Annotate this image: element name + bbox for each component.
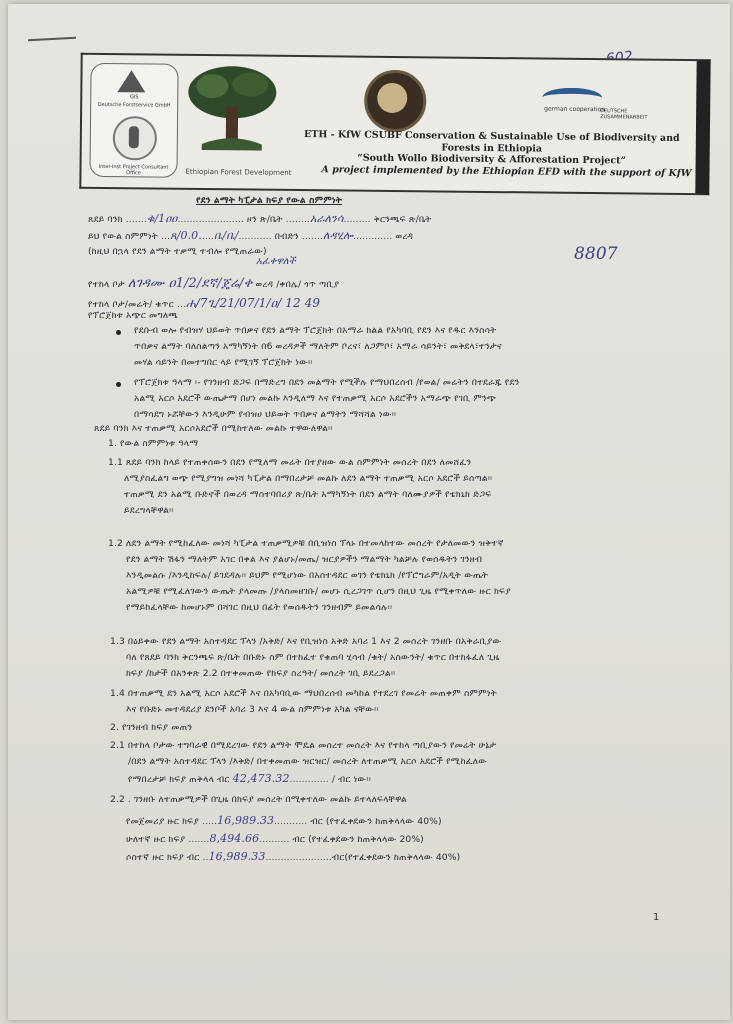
payment1-row: የመጀመሪያ ዙር ክፍያ .....16,989.33........... ብር (የተፈቀደውን ከጠቅላላው 40%) xyxy=(126,814,442,827)
dfs-logo xyxy=(89,63,178,178)
section2-heading: 2. የገንዘብ ክፍያ መጠን xyxy=(110,722,193,733)
total-end: / ብር ነው፡፡ xyxy=(331,774,371,785)
payment1-end: ብር (የተፈቀደውን ከጠቅላላው 40%) xyxy=(310,816,442,827)
payment3-end: ብር(የተፈቀደውን ከጠቅላላው 40%) xyxy=(331,852,461,863)
para14-line2: እና የቡድኑ መተዳደሪያ ደንቦች አባሪ 3 እና 4 ውል ስምምነቱ አካል ናቸው፡፡ xyxy=(126,704,379,715)
para14-line1: 1.4 በተጠቃሚ ደን አልሚ አርሶ አደሮች እና በአካባቢው ማህበረሰብ መካከል የተደረገ የመሬት መጠቀም ስምምነት xyxy=(110,688,497,699)
total-value: 42,473.32 xyxy=(232,772,290,785)
payment3-row: ሶስተኛ ዙር ክፍያ ብር ..16,989.33......................ብር(የተፈቀደውን ከጠቅላላው 40%) xyxy=(126,850,461,863)
para12-line5: የማይከፈላቸው ከመሆኑም በሻገር በዚህ በፊት የወሰዱትን ገንዘብም ይመልሳሉ፡፡ xyxy=(126,602,393,613)
para21-line1: 2.1 በተከላ ቦታው ተግባራዊ በሚደረገው የደን ልማት ሞዴል መሰረተ መሰረት እና የተከላ ጣቢያውን የመሬት ሁኔታ xyxy=(110,740,497,751)
tree-seal-icon xyxy=(113,116,157,160)
agreement-value1: ጸ/0.0. xyxy=(170,229,202,242)
payment3-value: 16,989.33 xyxy=(208,850,266,863)
field-plot-row: የተከላ ቦታ/መሬት/ ቁጥር ...ሐ/7ጊ/21/07/1/ዐ/ 12 49 xyxy=(88,296,321,310)
dfs-logo-text1: GIS xyxy=(129,94,139,101)
bullet2-line3: በማሳደግ ኑሯቸውን እንዲሁም የብዝሀ ህይወት ጥበቃና ልማትን ማሻሻል ነው፡፡ xyxy=(134,409,397,420)
document-page xyxy=(8,4,730,1020)
efd-caption: Ethiopian Forest Development xyxy=(185,167,292,177)
para12-line1: 1.2 ለደን ልማት የሚከፈለው መነሻ ካፒታል ተጠቃሚዎቹ በቢዝነስ ፕላኑ በተመላከተው መሰረት የታለመውን ዝቅተኛ xyxy=(108,538,504,549)
title-line-4: A project implemented by the Ethiopian EFD with the support of KfW xyxy=(321,163,692,179)
field-agreement-row: ይህ የውል ስምምነት ...ጸ/0.0.....ቤ/ቤ/........... በብድን .......ለዳሂሎ............. ወረዳ xyxy=(88,229,414,242)
project-summary-label: የፕሮጀክቱ አጭር መግለጫ xyxy=(88,310,178,321)
bullet2-line2: አልሚ አርሶ አደሮች ውጤታማ በሆነ መልኩ እንዲለማ እና የተጠቃሚ አርሶ አደሮችን አማራጭ የገቢ ምንጭ xyxy=(134,393,497,404)
zone-label: ዞን ጽ/ቤት xyxy=(246,214,283,225)
branch-label: ቅርንጫፍ ጽ/ቤት xyxy=(373,214,432,225)
payment1-label: የመጀመሪያ ዙር ክፍያ xyxy=(126,816,200,827)
payment3-label: ሶስተኛ ዙር ክፍያ ብር xyxy=(126,852,200,863)
total-label: የማበረታቻ ክፍያ ጠቅላላ ብር xyxy=(128,774,230,785)
efd-tree-logo xyxy=(182,62,283,155)
bank-value: ቁ/1ዐዐ xyxy=(146,212,178,225)
bullet-icon xyxy=(116,382,121,387)
payment2-value: 8,494.66 xyxy=(209,832,260,845)
payment2-label: ሁለተኛ ዙር ክፍያ xyxy=(126,834,186,845)
group-label: በብድን xyxy=(274,231,299,242)
para21-line3: የማበረታቻ ክፍያ ጠቅላላ ብር 42,473.32............. / ብር ነው፡፡ xyxy=(128,772,371,785)
para11-line3: ተጠቃሚ ደን አልሚ ቡድኖች በወረዳ ማስተባበሪያ ጽ/ቤት አማካኝነት በደን ልማት ባለሙያዎች የቴክኒክ ድጋፍ xyxy=(124,489,492,500)
project-title xyxy=(291,129,691,179)
bank-label: ጸደይ ባንክ xyxy=(88,214,123,225)
para13-line3: ክፍያ /ከታች በአንቀጽ 2.2 በተቀመጠው የክፍያ ስረዓት/ መሰረት ገቢ ይደረጋል፡፡ xyxy=(126,668,396,679)
bullet1-line1: የደቡብ ወሎ የብዝሃ ህይወት ጥበቃና የደን ልማት ፕሮጀክት በአማራ ክልል የአካባቢ የደን እና የዱር እንስሳት xyxy=(134,325,497,336)
agreement-label: ይህ የውል ስምምነት xyxy=(88,231,159,242)
agreement-value2: ቤ/ቤ/ xyxy=(213,229,239,242)
para13-line1: 1.3 በዕይቀው የደን ልማት አስተዳደር ፕላን /አቅድ/ እና የቢዝነስ አቅድ አባሪ 1 እና 2 መሰረት ገንዘቡ በአቅራቢያው xyxy=(110,636,502,647)
zone-value: አራለንሳ xyxy=(309,212,344,225)
para11-line4: ይደረግላቸዋል፡፡ xyxy=(124,505,174,516)
dfs-logo-text2: Deutsche Forstservice GmbH xyxy=(97,101,171,109)
group-value: ለዳሂሎ xyxy=(323,229,354,242)
para11-line1: 1.1 ጸደይ ባንክ ከላይ የተጠቀሰውን በደን የሚለማ መሬት በተያዘው ውል ስምምነት መሰረት በደን ለመሸፈን xyxy=(108,457,472,468)
title-line-3: “South Wollo Biodiversity & Afforestation Project” xyxy=(357,152,627,167)
para22-line1: 2.2 . ገንዘቡ ለተጠቃሚዎች በጊዜ በክፍያ መሰረት በሚቀተለው መልኩ ይተላለፍላቸዋል xyxy=(110,794,407,805)
giz-text: german cooperation xyxy=(544,105,606,114)
site-end: ወረዳ /ቀበሌ/ ጎጥ ጣቢያ xyxy=(255,279,340,290)
para12-line3: እንዲመልሱ /እንዲከፍሉ/ ይገደዳሉ፡፡ ይህም የሚሆነው በአስተዳደር ወገን የቴክኒክ /የፕሮግራም/አዲት ውጤት xyxy=(126,570,489,581)
para12-line2: የደን ልማት ሽፋን ማለትም አገር በቀል እና ያልሆኑ/መጤ/ ዝርያዎችን ማልማት ካልቻሉ የወሰዱትን ገንዘብ xyxy=(126,554,483,565)
para13-line2: ባለ የጸደይ ባንክ ቅርንጫፍ ጽ/ቤት በቡድኑ ስም በተከፈተ የቁጠባ ሂሳብ /ቁት/ አስውንት/ ቁጥር በተከፋፈለ ጊዜ xyxy=(126,652,500,663)
bullet2-line1: የፕሮጀክቱ ዓላማ ፡- የገንዘብ ድጋፍ በማድረግ በደን መልማት የሚችሉ የማህበረሰብ /የወል/ መሬትን በተደራጁ የደን xyxy=(134,377,520,388)
pen-mark xyxy=(28,37,76,42)
plot-label: የተከላ ቦታ/መሬት/ ቁጥር xyxy=(88,299,174,310)
title-line-2: Forests in Ethiopia xyxy=(441,141,543,155)
margin-number: 8807 xyxy=(574,244,618,264)
section1-heading: 1. የውል ስምምነቱ ዓላማ xyxy=(108,438,199,449)
giz-logo xyxy=(542,88,648,129)
field-bank-row: ጸደይ ባንክ .......ቁ/1ዐዐ...................... ዞን ጽ/ቤት ........አራለንሳ......... ቅርንጫፍ ጽ/ቤት xyxy=(88,212,432,225)
page-number: 1 xyxy=(653,912,660,923)
beneficiary-note: (ከዚህ በኋላ የደን ልማት ተቃሚ ተብሎ የሚጠራው) xyxy=(88,246,267,257)
para21-line2: /በደን ልማት አስተዳደር ፕላን /እቅድ/ በተቀመጠው ዝርዝር/ መሰረት ለተጠቃሚ አርሶ አደሮች የሚከፈለው xyxy=(128,756,488,767)
ethiopian-seal-icon xyxy=(364,70,427,133)
title-line-1: ETH - KfW CSUBF Conservation & Sustainable Use of Biodiversity and xyxy=(304,129,680,144)
bullet-icon xyxy=(116,330,121,335)
document-title: የደን ልማት ካፒታል ክፍያ የውል ስምምነት xyxy=(196,195,343,206)
plot-value: ሐ/7ጊ/21/07/1/ዐ/ 12 49 xyxy=(186,296,321,310)
payment1-value: 16,989.33 xyxy=(217,814,275,827)
dfs-logo-text3: Inter-Inst Project Consultant Office xyxy=(98,163,169,177)
bullet1-line3: መሃል ሳይንት በመተግበር ላይ የሚገኝ ፕሮጀክት ነው፡፡ xyxy=(134,357,313,368)
beneficiary-value: አፈቀዋለች xyxy=(256,256,296,267)
intro-text: ጸደይ ባንክ እና ተጠቃሚ አርሶአደሮች በሚከተለው መልኩ ተዋውለዋል፡፡ xyxy=(94,423,333,434)
site-label: የተከላ ቦታ xyxy=(88,279,125,290)
bullet1-line2: ጥበቃና ልማት ባለስልጣን አማካኝነት በ6 ወረዳዎች ማለትም ቦረና፣ ለጋምቦ፣ አማራ ሳይንት፣ መቅደላ፣ተንታና xyxy=(134,341,502,352)
payment2-end: ብር (የተፈቀደውን ከጠቅላላው 20%) xyxy=(292,834,424,845)
field-site-row xyxy=(88,276,339,291)
dfs-triangle-icon xyxy=(117,70,145,92)
para11-line2: ለሚያስፈልግ ወጭ የሚያግዝ መነሻ ካፒታል በማበረታቻ መልኩ ለደን ልማት ተጠቃሚ አርሶ አደሮች ይሰጣል፡፡ xyxy=(124,473,493,484)
project-header xyxy=(79,53,710,196)
payment2-row: ሁለተኛ ዙር ክፍያ .......8,494.66.......... ብር (የተፈቀደውን ከጠቅላላው 20%) xyxy=(126,832,424,845)
woreda-label: ወረዳ xyxy=(395,231,414,242)
site-value: ለገዳሙ ዐ1/2/ደኛ/ጄሬ/ቀ xyxy=(127,276,253,291)
giz-subtext: DEUTSCHE ZUSAMMENARBEIT xyxy=(600,108,648,121)
para12-line4: አልሚዎቹ የሚፈለገውን ውጤት ያላመጡ /ያላስመዘገቡ/ መሆኑ ሲረጋገጥ ሲሆን በዚህ ጊዜ የሚቀጥለው ዙር ክፍያ xyxy=(126,586,511,597)
